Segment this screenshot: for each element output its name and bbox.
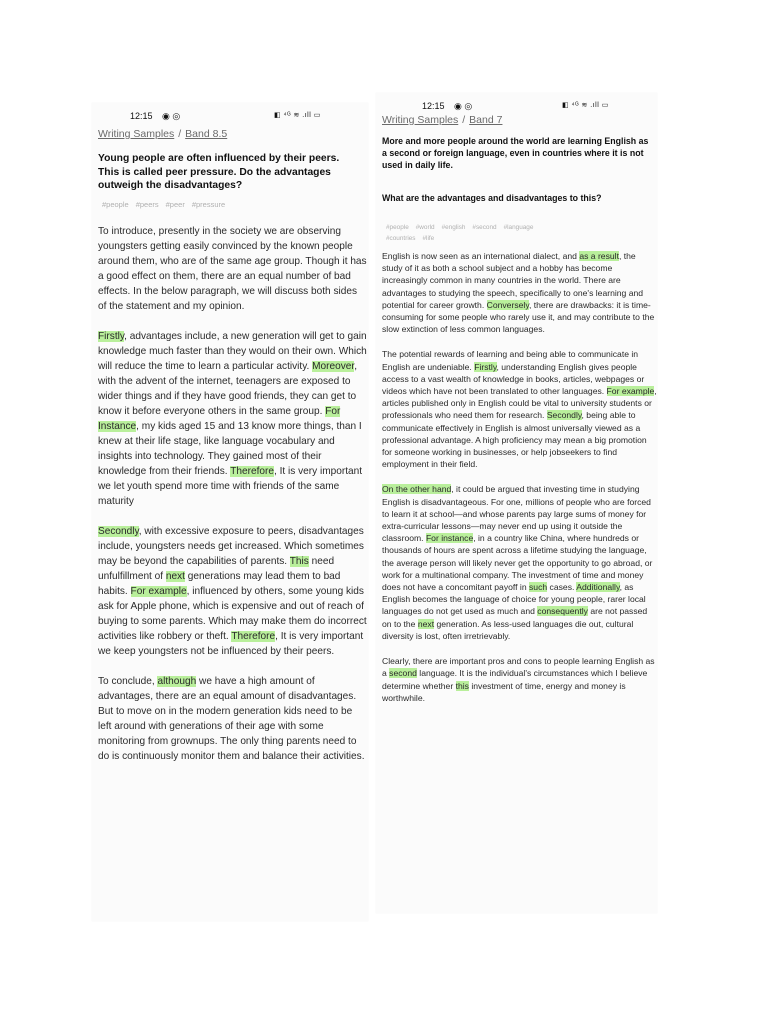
breadcrumb-band[interactable]: Band 7	[469, 114, 503, 126]
essay-paragraph: On the other hand, it could be argued that investing time in studying English is disadvantageous. For one, millions of people who are forced to learn it at school—and whose parents pay large sums of money for extra-curricular lessons—may never end up using it outside the classroom. For instance, in a country like China, where hundreds or thousands of hours are spent across a lifetime studying the language, the average person will likely never get the opportunity to go abroad, or work for a multinational company. The investment of time and money does not have a concomitant payoff in such cases. Additionally, as English becomes the language of choice for young people, rarer local languages do not get used as much and consequently are not passed on to the next generation. As less-used languages die out, cultural diversity is lost, often irretrievably.	[382, 484, 653, 641]
tag[interactable]: #peers	[135, 200, 159, 209]
essay-paragraph: English is now seen as an international dialect, and as a result, the study of it as both a school subject and a hobby has become increasingly common in many countries in the world. There are advantages to studying the speech, specifically to one's learning and potential for career growth. Conversely, there are drawbacks: it is time-consuming for some people who rarely use it, and may contribute to the slow extinction of less common languages.	[382, 251, 655, 335]
highlighted-transition-word: Therefore	[230, 466, 274, 477]
tag[interactable]: #people	[102, 200, 129, 209]
highlighted-transition-word: Additionally	[576, 582, 620, 593]
breadcrumb-writing-samples[interactable]: Writing Samples	[382, 114, 459, 126]
essay-paragraph: The potential rewards of learning and being able to communicate in English are undeniable. Firstly, understanding English gives people access to a vast wealth of knowledge in books, articles, webpages or videos which have not been translated to other languages. For example, articles published only in English could be vital to university students or professionals who need them for research. Secondly, being able to communicate effectively in English is almost universally viewed as a professional advantage. A high proficiency may mean a big promotion for someone working in businesses, or help jobseekers to find employment in their field.	[382, 349, 657, 470]
essay-paragraph: Firstly, advantages include, a new generation will get to gain knowledge much faster than they would on their own. Which will reduce the time to learn a particular activity. Moreover, with the advent of the internet, teenagers are exposed to wider things and if they have good friends, they can get to know it before everyone others in the same group. For Instance, my kids aged 15 and 13 know more things, than I knew at their life stage, like language vocabulary and insights into technology. They gained most of their knowledge from their friends. Therefore, It is very important we let youth spend more time with friends of the same maturity	[98, 331, 367, 507]
highlighted-transition-word: next	[165, 571, 185, 582]
highlighted-transition-word: For instance	[425, 533, 474, 544]
highlighted-transition-word: although	[157, 676, 197, 687]
highlighted-transition-word: consequently	[537, 606, 588, 617]
breadcrumb	[382, 114, 502, 126]
status-time: 12:15	[130, 111, 153, 121]
notification-icons: ◉ ◎	[454, 101, 473, 111]
highlighted-transition-word: as a result	[579, 251, 619, 261]
status-bar	[92, 103, 368, 123]
status-bar	[376, 93, 657, 113]
tag[interactable]: #peer	[165, 200, 185, 209]
highlighted-transition-word: For Instance	[98, 406, 341, 432]
question-prompt: More and more people around the world are learning English as a second or foreign language, even in countries where it is not used in daily life.	[382, 136, 649, 170]
highlighted-transition-word: This	[289, 556, 309, 567]
highlighted-transition-word: Moreover	[312, 361, 355, 372]
tag[interactable]: #life	[422, 235, 435, 242]
highlighted-transition-word: Therefore	[231, 631, 276, 642]
tag-list	[386, 222, 601, 244]
signal-battery-icon: ◧ ⁴ᴳ ≋ .ıll ▭	[274, 112, 321, 119]
essay-paragraph: To conclude, although we have a high amount of advantages, there are an equal amount of disadvantages. But to move on in the modern generation kids need to be left around with generations of their age with some monitoring from grownups. The only thing parents need to do is continuously monitor them and balance their activities.	[98, 676, 365, 762]
essay-paragraph: Clearly, there are important pros and cons to people learning English as a second language. It is the individual's circumstances which I believe determine whether this investment of time, energy and money is worthwhile.	[382, 656, 655, 703]
highlighted-transition-word: second	[389, 668, 417, 679]
tag[interactable]: #language	[503, 224, 534, 231]
highlighted-transition-word: such	[529, 582, 548, 593]
highlighted-transition-word: this	[455, 680, 469, 691]
breadcrumb-band[interactable]: Band 8.5	[185, 128, 228, 140]
highlighted-transition-word: For example	[606, 386, 655, 397]
breadcrumb-separator: /	[178, 128, 182, 140]
tag[interactable]: #pressure	[191, 200, 226, 209]
question-prompt: Young people are often influenced by their peers. This is called peer pressure. Do the advantages outweigh the disadvantages?	[98, 153, 340, 192]
tag[interactable]: #second	[472, 224, 497, 231]
signal-battery-icon: ◧ ⁴ᴳ ≋ .ıll ▭	[562, 102, 609, 109]
highlighted-transition-word: Secondly	[546, 410, 582, 421]
highlighted-transition-word: Secondly	[98, 526, 139, 537]
right-screenshot	[376, 93, 657, 913]
tag[interactable]: #world	[415, 224, 435, 231]
tag[interactable]: #people	[386, 224, 409, 231]
essay-paragraph: Secondly, with excessive exposure to peers, disadvantages include, youngsters needs get increased. Which sometimes may be beyond the capabilities of parents. This need unfulfillment of next generations may lead them to bad habits. For example, influenced by others, some young kids ask for Apple phone, which is expensive and out of reach of buying to some parents. Which may make them do incorrect activities like robbery or theft. Therefore, It is very important we keep youngsters not be influenced by their peers.	[98, 526, 367, 657]
status-time: 12:15	[422, 101, 445, 111]
highlighted-transition-word: On the other hand	[382, 484, 452, 495]
highlighted-transition-word: Firstly	[98, 331, 125, 342]
question-task: What are the advantages and disadvantages to this?	[382, 193, 602, 203]
tag-list	[102, 200, 232, 209]
notification-icons: ◉ ◎	[162, 111, 181, 121]
highlighted-transition-word: Firstly	[474, 361, 497, 372]
breadcrumb	[98, 128, 227, 140]
tag[interactable]: #countries	[386, 235, 416, 242]
essay-body	[382, 250, 657, 717]
breadcrumb-separator: /	[462, 114, 466, 126]
breadcrumb-writing-samples[interactable]: Writing Samples	[98, 128, 175, 140]
tag[interactable]: #english	[441, 224, 466, 231]
highlighted-transition-word: next	[417, 618, 435, 629]
essay-body	[98, 224, 368, 779]
highlighted-transition-word: For example	[130, 586, 187, 597]
highlighted-transition-word: Conversely	[486, 299, 529, 310]
essay-paragraph: To introduce, presently in the society we are observing youngsters getting easily convinced by the known people around them, who are of the same age group. Though it has a good effect on them, there are an equal number of bad effects. In the below paragraph, we will discuss both sides of the statement and my opinion.	[98, 226, 367, 312]
left-screenshot	[92, 103, 368, 921]
